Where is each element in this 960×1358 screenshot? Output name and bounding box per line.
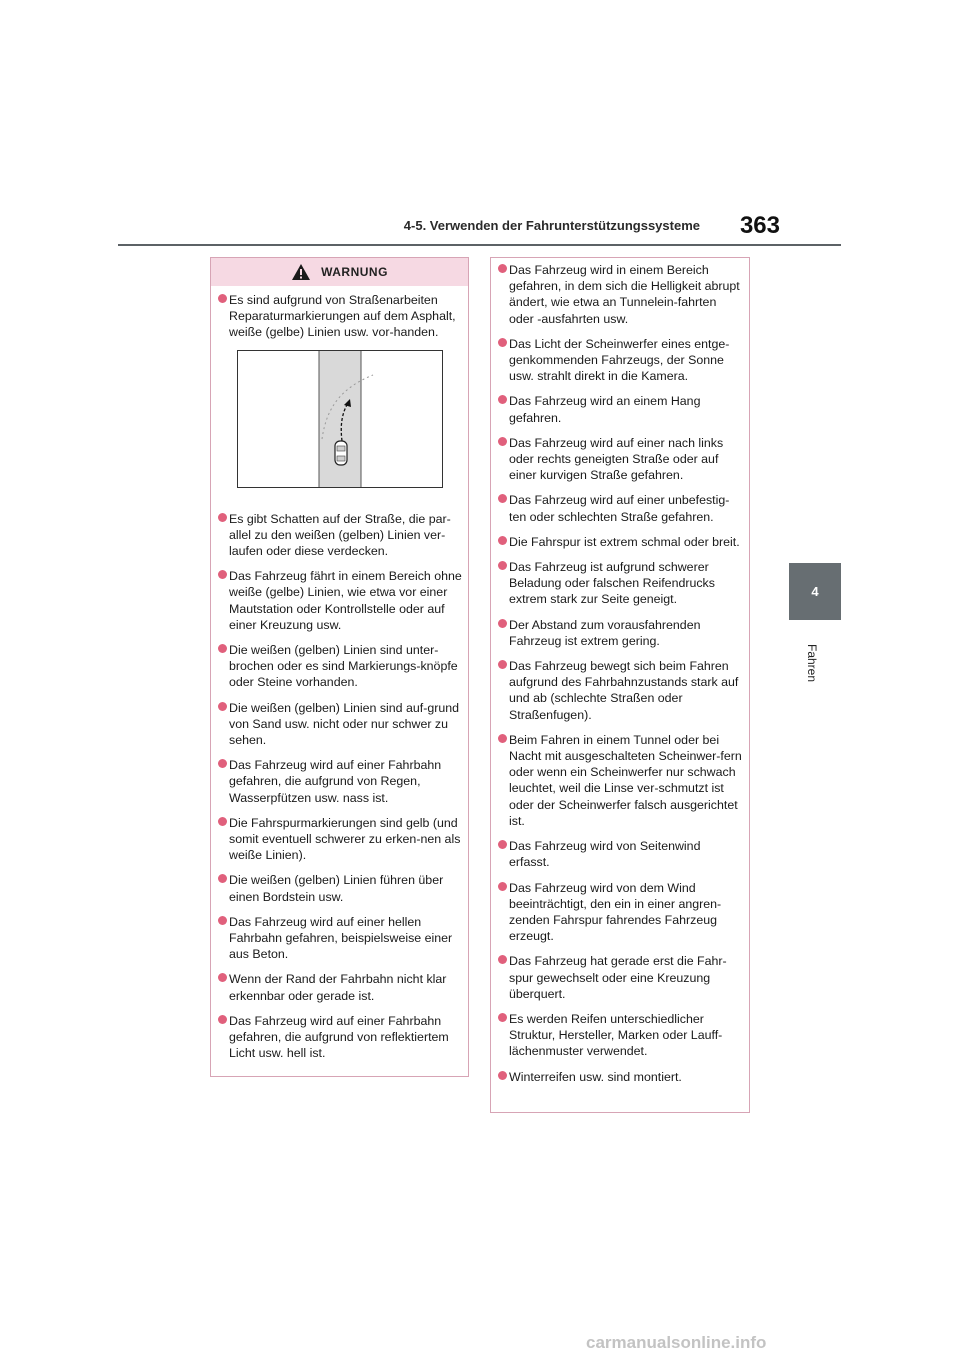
list-item: Die Fahrspurmarkierungen sind gelb (und somit eventuell schwerer zu erken-nen als weiße Linien). xyxy=(219,815,462,864)
header-divider xyxy=(118,244,841,246)
list-item: Die Fahrspur ist extrem schmal oder breit. xyxy=(499,534,743,550)
road-repair-markings-illustration xyxy=(238,351,442,487)
section-title: 4-5. Verwenden der Fahrunterstützungssysteme xyxy=(403,218,700,233)
watermark: carmanualsonline.info xyxy=(586,1333,767,1352)
chapter-tab: 4 xyxy=(789,563,841,620)
list-item: Es gibt Schatten auf der Straße, die par-allel zu den weißen (gelben) Linien ver-laufen oder diese verdecken. xyxy=(219,511,462,560)
list-item: Die weißen (gelben) Linien führen über einen Bordstein usw. xyxy=(219,872,462,904)
chapter-label: Fahren xyxy=(805,643,819,683)
list-item: Das Fahrzeug wird auf einer Fahrbahn gefahren, die aufgrund von Regen, Wasserpfützen usw. nass ist. xyxy=(219,757,462,806)
bullet-icon xyxy=(498,955,507,964)
list-item: Das Fahrzeug wird in einem Bereich gefahren, in dem sich die Helligkeit abrupt ändert, wie etwa an Tunnelein-fahrten oder -ausfahrten usw. xyxy=(499,262,743,327)
list-item: Das Fahrzeug fährt in einem Bereich ohne weiße (gelbe) Linien, wie etwa vor einer Mautstation oder Kontrollstelle oder auf einer Kreuzung usw. xyxy=(219,568,462,633)
bullet-icon xyxy=(218,644,227,653)
list-item: Das Fahrzeug bewegt sich beim Fahren aufgrund des Fahrbahnzustands stark auf und ab (schlechte Straßen oder Straßenfugen). xyxy=(499,658,743,723)
list-item: Das Fahrzeug wird von Seitenwind erfasst. xyxy=(499,838,743,870)
bullet-icon xyxy=(498,1071,507,1080)
bullet-icon xyxy=(218,817,227,826)
list-item: Das Fahrzeug wird auf einer Fahrbahn gefahren, die aufgrund von reflektiertem Licht usw. hell ist. xyxy=(219,1013,462,1062)
warning-list-right xyxy=(491,258,749,1085)
warning-list-left xyxy=(211,286,468,341)
warning-header xyxy=(211,258,468,286)
list-item: Das Fahrzeug wird auf einer nach links oder rechts geneigten Straße oder auf einer kurvigen Straße gefahren. xyxy=(499,435,743,484)
bullet-icon xyxy=(498,395,507,404)
bullet-icon xyxy=(498,840,507,849)
list-item: Das Licht der Scheinwerfer eines entge-genkommenden Fahrzeugs, der Sonne usw. strahlt direkt in die Kamera. xyxy=(499,336,743,385)
warning-triangle-icon xyxy=(291,263,311,281)
list-item: Das Fahrzeug hat gerade erst die Fahr-spur gewechselt oder eine Kreuzung überquert. xyxy=(499,953,743,1002)
bullet-icon xyxy=(218,570,227,579)
road-repair-illustration xyxy=(237,350,443,488)
bullet-icon xyxy=(218,702,227,711)
list-item: Das Fahrzeug wird an einem Hang gefahren. xyxy=(499,393,743,425)
bullet-icon xyxy=(498,494,507,503)
bullet-icon xyxy=(218,759,227,768)
list-item: Das Fahrzeug wird auf einer hellen Fahrbahn gefahren, beispielsweise einer aus Beton. xyxy=(219,914,462,963)
warning-box-right xyxy=(490,257,750,1113)
list-item: Es sind aufgrund von Straßenarbeiten Reparaturmarkierungen auf dem Asphalt, weiße (gelbe) Linien usw. vor-handen. xyxy=(219,292,462,341)
bullet-icon xyxy=(218,916,227,925)
bullet-icon xyxy=(498,264,507,273)
bullet-icon xyxy=(498,734,507,743)
bullet-icon xyxy=(498,660,507,669)
bullet-icon xyxy=(498,437,507,446)
warning-title: WARNUNG xyxy=(321,265,388,279)
warning-box-left xyxy=(210,257,469,1077)
bullet-icon xyxy=(498,1013,507,1022)
list-item: Das Fahrzeug ist aufgrund schwerer Beladung oder falschen Reifendrucks extrem stark zur Seite geneigt. xyxy=(499,559,743,608)
list-item: Das Fahrzeug wird von dem Wind beeinträchtigt, den ein in einer angren-zenden Fahrspur fahrendes Fahrzeug erzeugt. xyxy=(499,880,743,945)
list-item: Winterreifen usw. sind montiert. xyxy=(499,1069,743,1085)
list-item: Wenn der Rand der Fahrbahn nicht klar erkennbar oder gerade ist. xyxy=(219,971,462,1003)
bullet-icon xyxy=(498,561,507,570)
bullet-icon xyxy=(498,882,507,891)
bullet-icon xyxy=(498,338,507,347)
list-item: Das Fahrzeug wird auf einer unbefestig-ten oder schlechten Straße gefahren. xyxy=(499,492,743,524)
bullet-icon xyxy=(498,619,507,628)
page-number: 363 xyxy=(739,212,780,239)
bullet-icon xyxy=(218,874,227,883)
list-item: Beim Fahren in einem Tunnel oder bei Nacht mit ausgeschalteten Scheinwer-fern oder wenn ein Scheinwerfer nur schwach leuchtet, weil die Linse ver-schmutzt ist oder der Scheinwerfer falsch ausgerichtet ist. xyxy=(499,732,743,829)
list-item: Es werden Reifen unterschiedlicher Struktur, Hersteller, Marken oder Lauff-lächenmuster verwendet. xyxy=(499,1011,743,1060)
list-item: Der Abstand zum vorausfahrenden Fahrzeug ist extrem gering. xyxy=(499,617,743,649)
list-item: Die weißen (gelben) Linien sind unter-brochen oder es sind Markierungs-knöpfe oder Steine vorhanden. xyxy=(219,642,462,691)
bullet-icon xyxy=(498,536,507,545)
bullet-icon xyxy=(218,1015,227,1024)
bullet-icon xyxy=(218,513,227,522)
bullet-icon xyxy=(218,294,227,303)
list-item: Die weißen (gelben) Linien sind auf-grund von Sand usw. nicht oder nur schwer zu sehen. xyxy=(219,700,462,749)
warning-list-left-continued xyxy=(211,505,468,1062)
bullet-icon xyxy=(218,973,227,982)
